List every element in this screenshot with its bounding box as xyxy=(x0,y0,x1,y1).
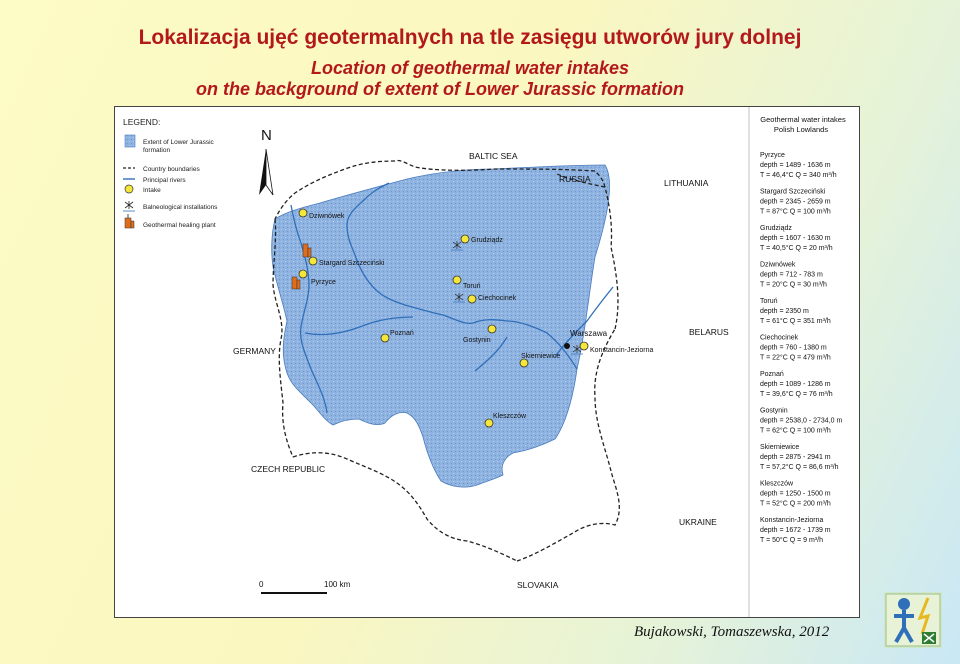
title-english-line1: Location of geothermal water intakes xyxy=(310,58,630,78)
legend-boundary-label: Country boundaries xyxy=(143,166,200,173)
panel-entry-depth: depth = 712 - 783 m xyxy=(760,271,823,279)
intake-pyrzyce xyxy=(299,270,307,278)
label-poznan: Poznań xyxy=(390,330,414,337)
organization-logo xyxy=(884,592,942,648)
legend-spa-icon xyxy=(123,201,135,211)
label-gostynin: Gostynin xyxy=(463,337,491,344)
panel-heading1: Geothermal water intakes xyxy=(760,115,846,124)
panel-entry-depth: depth = 1489 - 1636 m xyxy=(760,162,831,169)
legend-spa-label: Balneological installations xyxy=(143,204,218,211)
panel-entry-depth: depth = 1250 - 1500 m xyxy=(760,490,831,498)
label-stargard: Stargard Szczeciński xyxy=(319,260,385,267)
info-panel xyxy=(749,107,846,617)
panel-entry-depth: depth = 1607 - 1630 m xyxy=(760,235,831,242)
panel-entry-name: Ciechocinek xyxy=(760,334,799,342)
label-belarus: BELARUS xyxy=(689,327,729,337)
scale-bar xyxy=(259,580,351,593)
panel-heading2: Polish Lowlands xyxy=(773,125,829,134)
panel-entry-depth: depth = 2350 m xyxy=(760,308,809,315)
scale-end: 100 km xyxy=(324,580,351,589)
panel-entry-tq: T = 61°C Q = 351 m³/h xyxy=(760,318,831,325)
panel-entry-depth: depth = 1672 - 1739 m xyxy=(760,527,831,534)
panel-entry-tq: T = 57,2°C Q = 86,6 m³/h xyxy=(760,464,839,471)
label-czech-republic: CZECH REPUBLIC xyxy=(251,464,326,474)
label-skierniewice: Skierniewice xyxy=(521,353,561,360)
intake-konstancin xyxy=(580,342,588,350)
panel-entry-tq: T = 87°C Q = 100 m³/h xyxy=(760,208,831,216)
warszawa-city-dot xyxy=(564,343,570,349)
map-svg xyxy=(115,107,859,617)
panel-entry-tq: T = 52°C Q = 200 m³/h xyxy=(760,500,831,508)
scale-start: 0 xyxy=(259,580,264,589)
legend-river-label: Principal rivers xyxy=(143,177,186,184)
legend-jurassic-swatch xyxy=(125,135,135,147)
panel-entry-tq: T = 22°C Q = 479 m³/h xyxy=(760,354,831,362)
label-ukraine: UKRAINE xyxy=(679,517,717,527)
intake-skierniewice xyxy=(520,359,528,367)
panel-entry-name: Konstancin-Jeziorna xyxy=(760,517,824,524)
label-pyrzyce: Pyrzyce xyxy=(311,279,336,286)
label-baltic-sea: BALTIC SEA xyxy=(469,151,518,161)
north-arrow xyxy=(259,127,273,195)
credit-text: Bujakowski, Tomaszewska, 2012 xyxy=(634,624,830,640)
panel-entry-name: Skierniewice xyxy=(760,444,800,451)
label-germany: GERMANY xyxy=(233,346,276,356)
label-lithuania: LITHUANIA xyxy=(664,178,709,188)
panel-entry-depth: depth = 2345 - 2659 m xyxy=(760,198,831,206)
legend-jurassic-label2: formation xyxy=(143,147,171,154)
panel-entry-tq: T = 20°C Q = 30 m³/h xyxy=(760,281,827,289)
label-russia: RUSSIA xyxy=(559,174,591,184)
label-ciechocinek: Ciechocinek xyxy=(478,295,517,302)
panel-entry-tq: T = 39,6°C Q = 76 m³/h xyxy=(760,391,833,398)
legend-plant-label: Geothermal healing plant xyxy=(143,222,216,229)
label-grudziadz: Grudziądz xyxy=(471,237,503,244)
panel-entry-depth: depth = 1089 - 1286 m xyxy=(760,381,831,388)
legend xyxy=(123,117,218,229)
legend-jurassic-label1: Extent of Lower Jurassic xyxy=(143,139,214,146)
legend-heading: LEGEND: xyxy=(123,117,161,127)
panel-entry-name: Toruń xyxy=(760,298,778,305)
label-torun: Toruń xyxy=(463,283,481,290)
panel-entry-name: Grudziądz xyxy=(760,225,792,232)
panel-entry-tq: T = 46,4°C Q = 340 m³/h xyxy=(760,172,837,179)
title-english-line2: on the background of extent of Lower Jurassic formation xyxy=(195,79,685,99)
legend-intake-swatch xyxy=(125,185,133,193)
panel-entry-tq: T = 62°C Q = 100 m³/h xyxy=(760,427,831,435)
label-kleszczow: Kleszczów xyxy=(493,413,527,420)
panel-entry-name: Pyrzyce xyxy=(760,152,785,159)
intake-ciechocinek xyxy=(468,295,476,303)
panel-entry-tq: T = 50°C Q = 9 m³/h xyxy=(760,537,823,544)
map-frame xyxy=(114,106,860,618)
north-label: N xyxy=(261,127,272,144)
intake-dziwnowek xyxy=(299,209,307,217)
panel-entry-depth: depth = 2538,0 - 2734,0 m xyxy=(760,417,843,425)
label-konstancin: Konstancin-Jeziorna xyxy=(590,347,654,354)
legend-intake-label: Intake xyxy=(143,187,161,194)
panel-entry-name: Stargard Szczeciński xyxy=(760,188,826,196)
panel-entry-name: Poznań xyxy=(760,371,784,378)
intake-kleszczow xyxy=(485,419,493,427)
label-warszawa: Warszawa xyxy=(570,329,608,338)
panel-entry-name: Dziwnówek xyxy=(760,261,796,269)
intake-stargard xyxy=(309,257,317,265)
label-dziwnowek: Dziwnówek xyxy=(309,213,345,220)
intake-gostynin xyxy=(488,325,496,333)
panel-entry-depth: depth = 2875 - 2941 m xyxy=(760,454,831,461)
panel-entry-name: Kleszczów xyxy=(760,480,794,488)
intake-grudziadz xyxy=(461,235,469,243)
panel-entry-name: Gostynin xyxy=(760,407,788,415)
panel-entry-depth: depth = 760 - 1380 m xyxy=(760,344,827,352)
legend-plant-icon xyxy=(125,214,134,228)
title-polish: Lokalizacja ujęć geotermalnych na tle zasięgu utworów jury dolnej xyxy=(138,26,802,49)
intake-torun xyxy=(453,276,461,284)
panel-entry-tq: T = 40,5°C Q = 20 m³/h xyxy=(760,245,833,252)
intake-poznan xyxy=(381,334,389,342)
label-slovakia: SLOVAKIA xyxy=(517,580,559,590)
